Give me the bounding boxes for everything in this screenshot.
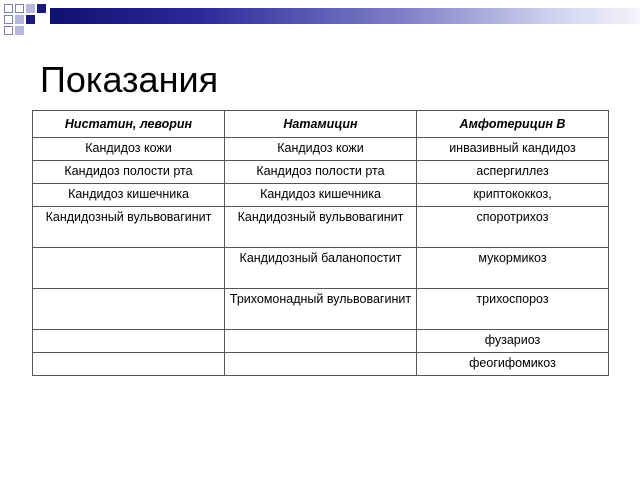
table-cell: Кандидоз кишечника [33,184,225,207]
slide-title: Показания [40,59,219,100]
table-row [33,330,609,353]
decor-square [26,4,35,13]
decor-square [37,4,46,13]
table-cell: Кандидозный вульвовагинит [225,207,417,248]
table-cell: Кандидоз полости рта [33,161,225,184]
column-header-natamycin: Натамицин [225,111,417,138]
table-cell: Трихомонадный вульвовагинит [225,289,417,330]
header-decoration [0,0,640,36]
table-cell [33,353,225,376]
decor-square [15,15,24,24]
table-cell: мукормикоз [417,248,609,289]
column-header-nystatin: Нистатин, леворин [33,111,225,138]
table-cell: инвазивный кандидоз [417,138,609,161]
table-row [33,161,609,184]
table-cell: Кандидоз кожи [33,138,225,161]
table-cell [225,330,417,353]
table-cell [33,289,225,330]
table-header-row [33,111,609,138]
table-cell: Кандидоз кожи [225,138,417,161]
table-cell: Кандидозный вульвовагинит [33,207,225,248]
table-cell: трихоспороз [417,289,609,330]
decor-square [26,15,35,24]
decor-square [4,15,13,24]
table-cell [33,248,225,289]
indications-table [32,110,609,376]
table-cell: феогифомикоз [417,353,609,376]
table-cell [225,353,417,376]
table-row [33,184,609,207]
decor-square [15,4,24,13]
table-cell: споротрихоз [417,207,609,248]
table-row [33,138,609,161]
decor-square [15,26,24,35]
table-cell: аспергиллез [417,161,609,184]
decor-square [4,26,13,35]
table-cell [33,330,225,353]
decor-square [4,4,13,13]
table-row [33,353,609,376]
table-cell: Кандидоз кишечника [225,184,417,207]
table-cell: криптококкоз, [417,184,609,207]
header-gradient-bar [50,8,640,24]
table-cell: Кандидоз полости рта [225,161,417,184]
table-row [33,289,609,330]
table-cell: Кандидозный баланопостит [225,248,417,289]
table-cell: фузариоз [417,330,609,353]
column-header-amphotericin: Амфотерицин В [417,111,609,138]
table-row [33,248,609,289]
table-row [33,207,609,248]
